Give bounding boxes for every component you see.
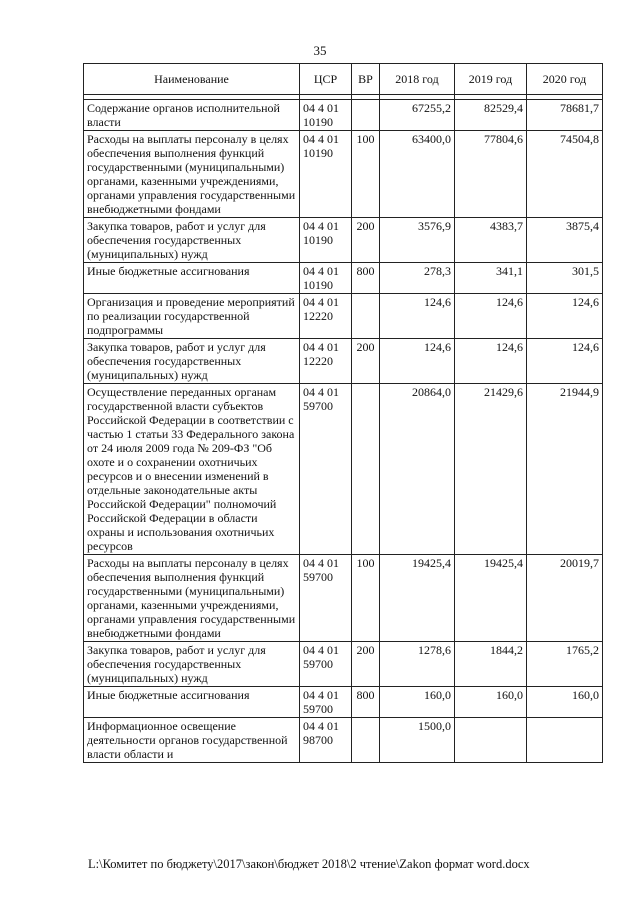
table-row — [84, 642, 603, 687]
value-2020-cell: 124,6 — [527, 339, 603, 384]
value-2018-cell: 124,6 — [380, 294, 455, 339]
name-cell: Информационное освещение деятельности органов государственной власти области и — [84, 718, 300, 763]
csr-cell: 04 4 01 59700 — [300, 642, 352, 687]
value-2020-cell: 21944,9 — [527, 384, 603, 555]
value-2018-cell: 3576,9 — [380, 218, 455, 263]
header-2018: 2018 год — [380, 64, 455, 95]
value-2018-cell: 20864,0 — [380, 384, 455, 555]
vr-cell — [352, 718, 380, 763]
vr-cell — [352, 100, 380, 131]
table-row — [84, 263, 603, 294]
value-2019-cell: 160,0 — [455, 687, 527, 718]
value-2019-cell: 82529,4 — [455, 100, 527, 131]
value-2020-cell: 3875,4 — [527, 218, 603, 263]
value-2018-cell: 1500,0 — [380, 718, 455, 763]
value-2020-cell — [527, 718, 603, 763]
table-row — [84, 131, 603, 218]
table-body — [84, 95, 603, 763]
header-csr: ЦСР — [300, 64, 352, 95]
name-cell: Осуществление переданных органам государственной власти субъектов Российской Федерации в соответствии с частью 1 статьи 33 Федерального закона от 24 июля 2009 года № 209-ФЗ "Об охоте и о сохранении охотничьих ресурсов и о внесении изменений в отдельные законодательные акты Российской Федерации" полномочий Российской Федерации в области охраны и использования охотничьих ресурсов — [84, 384, 300, 555]
value-2019-cell: 1844,2 — [455, 642, 527, 687]
budget-table — [83, 63, 603, 763]
value-2020-cell: 124,6 — [527, 294, 603, 339]
table-header-row — [84, 64, 603, 95]
value-2018-cell: 278,3 — [380, 263, 455, 294]
value-2019-cell: 19425,4 — [455, 555, 527, 642]
value-2020-cell: 301,5 — [527, 263, 603, 294]
table-row — [84, 100, 603, 131]
vr-cell: 200 — [352, 339, 380, 384]
vr-cell: 800 — [352, 263, 380, 294]
value-2019-cell: 124,6 — [455, 294, 527, 339]
name-cell: Закупка товаров, работ и услуг для обеспечения государственных (муниципальных) нужд — [84, 218, 300, 263]
name-cell: Закупка товаров, работ и услуг для обеспечения государственных (муниципальных) нужд — [84, 642, 300, 687]
name-cell: Иные бюджетные ассигнования — [84, 263, 300, 294]
csr-cell: 04 4 01 10190 — [300, 218, 352, 263]
value-2020-cell: 160,0 — [527, 687, 603, 718]
value-2019-cell: 124,6 — [455, 339, 527, 384]
table-row — [84, 555, 603, 642]
name-cell: Организация и проведение мероприятий по реализации государственной подпрограммы — [84, 294, 300, 339]
vr-cell: 800 — [352, 687, 380, 718]
csr-cell: 04 4 01 59700 — [300, 555, 352, 642]
value-2018-cell: 19425,4 — [380, 555, 455, 642]
header-2019: 2019 год — [455, 64, 527, 95]
csr-cell: 04 4 01 59700 — [300, 384, 352, 555]
header-name: Наименование — [84, 64, 300, 95]
document-file-path: L:\Комитет по бюджету\2017\закон\бюджет 2018\2 чтение\Zakon формат word.docx — [88, 857, 530, 871]
value-2019-cell: 21429,6 — [455, 384, 527, 555]
value-2019-cell: 4383,7 — [455, 218, 527, 263]
vr-cell: 200 — [352, 642, 380, 687]
value-2018-cell: 1278,6 — [380, 642, 455, 687]
value-2018-cell: 67255,2 — [380, 100, 455, 131]
csr-cell: 04 4 01 10190 — [300, 100, 352, 131]
vr-cell — [352, 294, 380, 339]
csr-cell: 04 4 01 59700 — [300, 687, 352, 718]
table-row — [84, 218, 603, 263]
csr-cell: 04 4 01 10190 — [300, 131, 352, 218]
table-row — [84, 687, 603, 718]
header-2020: 2020 год — [527, 64, 603, 95]
value-2020-cell: 74504,8 — [527, 131, 603, 218]
csr-cell: 04 4 01 12220 — [300, 339, 352, 384]
name-cell: Расходы на выплаты персоналу в целях обеспечения выполнения функций государственными (муниципальными) органами, казенными учреждениями, органами управления государственными внебюджетными фондами — [84, 555, 300, 642]
vr-cell: 100 — [352, 131, 380, 218]
name-cell: Расходы на выплаты персоналу в целях обеспечения выполнения функций государственными (муниципальными) органами, казенными учреждениями, органами управления государственными внебюджетными фондами — [84, 131, 300, 218]
csr-cell: 04 4 01 98700 — [300, 718, 352, 763]
value-2018-cell: 63400,0 — [380, 131, 455, 218]
table-row — [84, 718, 603, 763]
value-2020-cell: 78681,7 — [527, 100, 603, 131]
value-2020-cell: 20019,7 — [527, 555, 603, 642]
table-row — [84, 339, 603, 384]
value-2019-cell: 341,1 — [455, 263, 527, 294]
value-2019-cell — [455, 718, 527, 763]
value-2018-cell: 160,0 — [380, 687, 455, 718]
name-cell: Иные бюджетные ассигнования — [84, 687, 300, 718]
page-number: 35 — [313, 43, 327, 58]
value-2020-cell: 1765,2 — [527, 642, 603, 687]
table-row — [84, 384, 603, 555]
vr-cell: 100 — [352, 555, 380, 642]
header-vr: ВР — [352, 64, 380, 95]
csr-cell: 04 4 01 10190 — [300, 263, 352, 294]
name-cell: Содержание органов исполнительной власти — [84, 100, 300, 131]
name-cell: Закупка товаров, работ и услуг для обеспечения государственных (муниципальных) нужд — [84, 339, 300, 384]
vr-cell — [352, 384, 380, 555]
vr-cell: 200 — [352, 218, 380, 263]
csr-cell: 04 4 01 12220 — [300, 294, 352, 339]
value-2018-cell: 124,6 — [380, 339, 455, 384]
value-2019-cell: 77804,6 — [455, 131, 527, 218]
table-row — [84, 294, 603, 339]
